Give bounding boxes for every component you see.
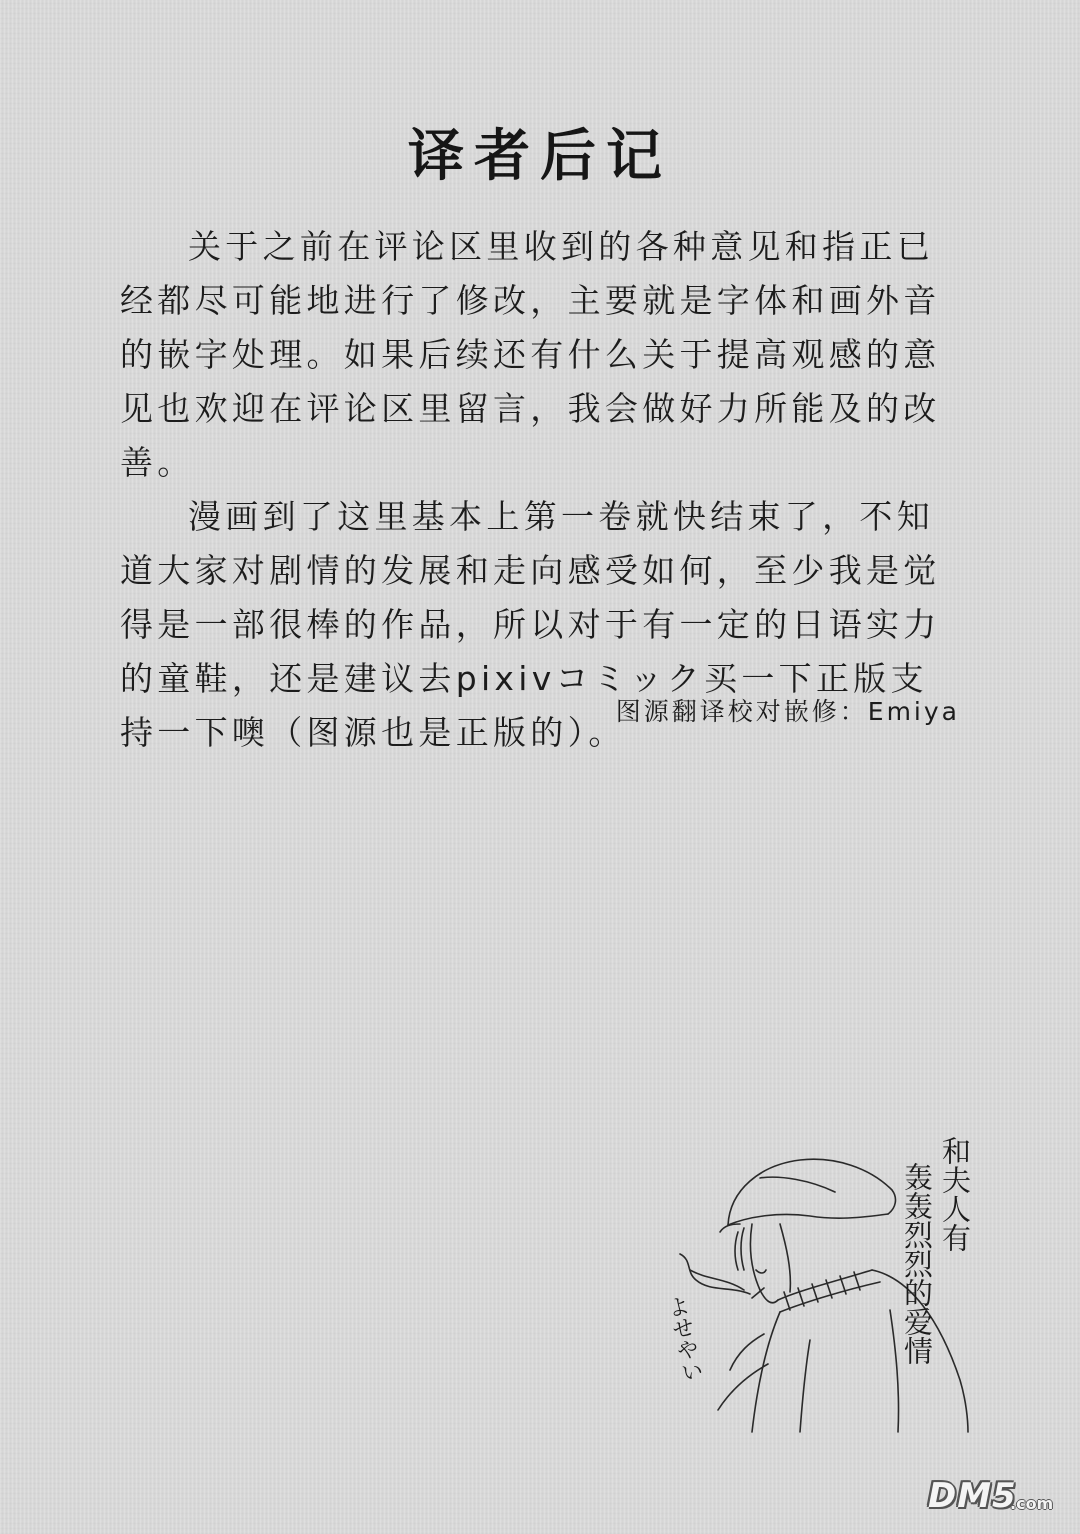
side-note-column-2: 轰轰烈烈的爱情 [900, 1162, 934, 1365]
page-title: 译者后记 [408, 124, 672, 189]
side-note-column-1: 和夫人有 [938, 1136, 972, 1252]
credit-line: 图源翻译校对嵌修：Emiya [615, 697, 960, 726]
dm5-logo: DM5 [928, 1476, 1017, 1516]
dm5-logo-domain: .com [1010, 1494, 1054, 1513]
paragraph-1: 关于之前在评论区里收到的各种意见和指正已经都尽可能地进行了修改，主要就是字体和画外音的嵌字处理。如果后续还有什么关于提高观感的意见也欢迎在评论区里留言，我会做好力所能及的改善。 [120, 227, 941, 482]
afterword-body [120, 220, 960, 760]
speech-text: よせやい [662, 1293, 705, 1385]
paragraph-2: 漫画到了这里基本上第一卷就快结束了，不知道大家对剧情的发展和走向感受如何，至少我是觉得是一部很棒的作品，所以对于有一定的日语实力的童鞋，还是建议去pixivコミック买一下正版支持一下噢（图源也是正版的）。 [120, 497, 941, 752]
